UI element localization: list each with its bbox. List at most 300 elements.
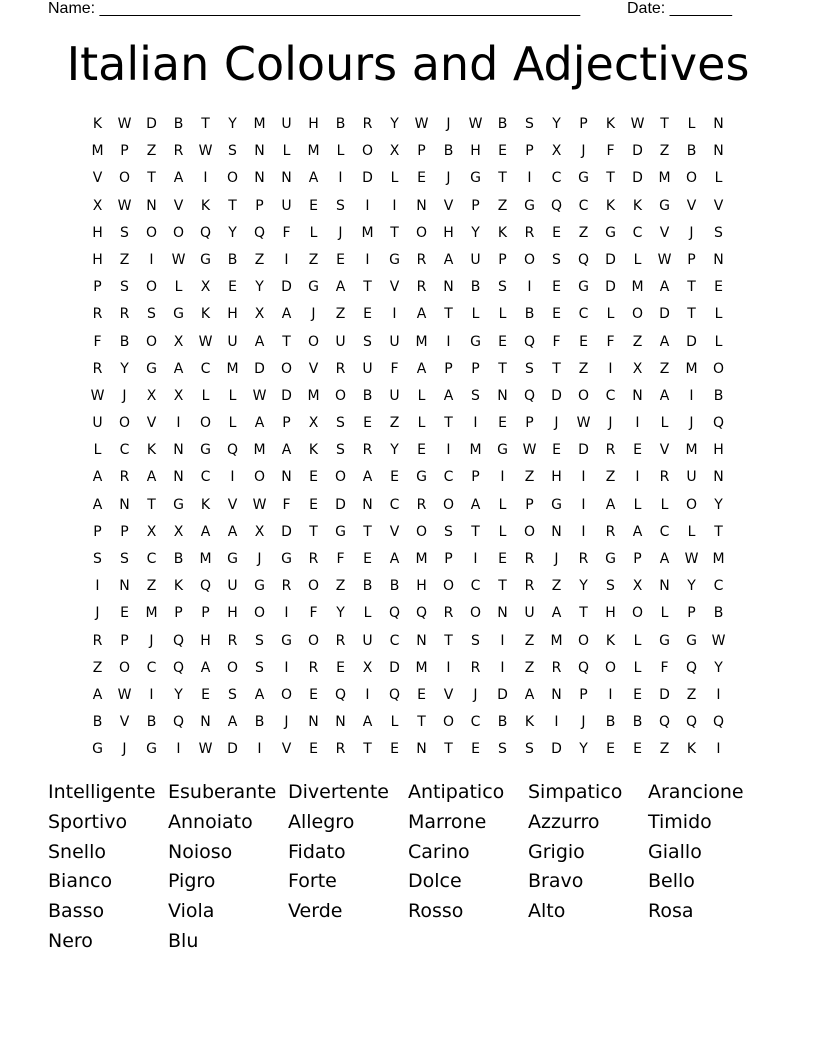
word-list-item: Rosa <box>648 900 694 923</box>
grid-letter: X <box>173 387 184 404</box>
grid-letter: G <box>470 333 481 350</box>
grid-letter: Q <box>172 714 185 731</box>
grid-letter: E <box>228 279 237 296</box>
grid-letter: R <box>92 632 103 649</box>
grid-letter: O <box>226 659 239 676</box>
grid-letter: T <box>714 523 723 540</box>
grid-letter: Z <box>659 741 670 758</box>
word-list-item: Sportivo <box>48 810 128 833</box>
grid-letter: S <box>363 333 372 350</box>
grid-letter: P <box>471 469 480 486</box>
grid-letter: E <box>633 686 642 703</box>
grid-letter: K <box>173 578 184 595</box>
grid-letter: L <box>228 415 237 432</box>
grid-letter: S <box>147 306 156 323</box>
grid-letter: U <box>335 333 346 350</box>
grid-letter: P <box>93 279 102 296</box>
grid-letter: O <box>145 279 158 296</box>
grid-letter: M <box>307 387 320 404</box>
grid-letter: K <box>308 442 319 459</box>
grid-letter: E <box>417 442 426 459</box>
word-list-item: Arancione <box>648 781 744 803</box>
grid-letter: T <box>363 279 372 296</box>
grid-letter: D <box>254 360 265 377</box>
grid-letter: X <box>362 659 373 676</box>
grid-letter: L <box>660 496 669 513</box>
grid-letter: G <box>200 251 211 268</box>
grid-letter: A <box>254 415 265 432</box>
name-field-label: Name: ______________________________________________________ <box>48 0 581 17</box>
grid-letter: H <box>551 469 562 486</box>
grid-letter: I <box>554 714 559 731</box>
grid-letter: B <box>335 116 346 132</box>
grid-letter: Z <box>335 578 346 595</box>
grid-letter: A <box>605 496 616 513</box>
grid-letter: S <box>552 251 561 268</box>
grid-letter: W <box>522 442 537 459</box>
grid-letter: L <box>498 306 507 323</box>
grid-letter: D <box>335 496 346 513</box>
grid-letter: E <box>633 442 642 459</box>
grid-letter: N <box>713 116 724 132</box>
grid-letter: L <box>417 415 426 432</box>
grid-letter: O <box>631 605 644 622</box>
grid-letter: Y <box>714 496 723 513</box>
grid-letter: V <box>443 197 454 214</box>
grid-letter: H <box>713 442 724 459</box>
grid-letter: F <box>660 659 669 676</box>
grid-letter: Y <box>228 224 237 241</box>
grid-letter: O <box>199 415 212 432</box>
grid-letter: J <box>608 415 613 432</box>
grid-letter: J <box>338 224 343 241</box>
grid-letter: W <box>171 251 186 268</box>
word-list-item: Bravo <box>528 870 584 893</box>
grid-letter: A <box>659 279 670 296</box>
grid-letter: Z <box>524 659 535 676</box>
grid-letter: A <box>92 686 103 703</box>
word-list-item: Antipatico <box>408 781 505 803</box>
grid-letter: Z <box>659 360 670 377</box>
grid-letter: Q <box>253 224 266 241</box>
grid-letter: S <box>120 279 129 296</box>
grid-letter: G <box>686 632 697 649</box>
grid-letter: T <box>471 523 480 540</box>
grid-letter: M <box>226 360 239 377</box>
grid-letter: J <box>554 551 559 567</box>
grid-letter: O <box>712 360 725 377</box>
grid-letter: E <box>714 279 723 296</box>
grid-letter: E <box>498 551 507 567</box>
grid-letter: D <box>632 143 643 160</box>
grid-letter: B <box>524 306 535 323</box>
grid-letter: M <box>253 442 266 459</box>
grid-letter: R <box>335 632 346 649</box>
grid-letter: G <box>281 632 292 649</box>
grid-letter: W <box>252 387 267 404</box>
grid-letter: G <box>227 551 238 567</box>
grid-letter: C <box>551 170 562 187</box>
grid-letter: B <box>92 714 103 731</box>
grid-letter: C <box>443 469 454 486</box>
grid-letter: A <box>659 387 670 404</box>
grid-letter: E <box>336 251 345 268</box>
grid-letter: A <box>92 469 103 486</box>
grid-letter: I <box>149 251 154 268</box>
grid-letter: G <box>146 360 157 377</box>
grid-letter: H <box>200 632 211 649</box>
grid-letter: O <box>523 523 536 540</box>
grid-letter: W <box>576 415 591 432</box>
grid-letter: I <box>95 578 100 595</box>
grid-letter: P <box>444 551 453 567</box>
grid-letter: I <box>608 686 613 703</box>
grid-letter: C <box>659 523 670 540</box>
grid-letter: Z <box>524 469 535 486</box>
grid-letter: I <box>284 659 289 676</box>
grid-letter: O <box>442 714 455 731</box>
grid-letter: B <box>497 714 508 731</box>
grid-letter: P <box>255 197 264 214</box>
grid-letter: O <box>226 170 239 187</box>
grid-letter: S <box>336 442 345 459</box>
grid-letter: J <box>689 415 694 432</box>
page-title: Italian Colours and Adjectives <box>66 37 750 91</box>
grid-letter: E <box>363 551 372 567</box>
grid-letter: S <box>336 415 345 432</box>
grid-letter: L <box>714 333 723 350</box>
grid-letter: S <box>606 578 615 595</box>
grid-letter: K <box>605 197 616 214</box>
grid-letter: T <box>660 116 669 132</box>
grid-letter: X <box>173 523 184 540</box>
grid-letter: L <box>471 306 480 323</box>
grid-letter: G <box>173 496 184 513</box>
grid-letter: G <box>659 632 670 649</box>
grid-letter: G <box>524 197 535 214</box>
grid-letter: Z <box>254 251 265 268</box>
grid-letter: A <box>443 251 454 268</box>
grid-letter: Q <box>712 415 725 432</box>
grid-letter: U <box>281 116 292 132</box>
grid-letter: J <box>554 415 559 432</box>
grid-letter: A <box>227 523 238 540</box>
grid-letter: N <box>281 469 292 486</box>
word-list-item: Bello <box>648 870 695 893</box>
grid-letter: N <box>713 251 724 268</box>
grid-letter: P <box>525 415 534 432</box>
grid-letter: Q <box>226 442 239 459</box>
grid-letter: C <box>713 578 724 595</box>
grid-letter: Z <box>659 143 670 160</box>
grid-letter: U <box>389 333 400 350</box>
date-field-label: Date: _______ <box>627 0 732 17</box>
grid-letter: M <box>658 170 671 187</box>
grid-letter: A <box>173 360 184 377</box>
grid-letter: M <box>685 442 698 459</box>
grid-letter: R <box>362 442 373 459</box>
grid-letter: L <box>498 523 507 540</box>
grid-letter: A <box>524 686 535 703</box>
grid-letter: N <box>173 442 184 459</box>
grid-letter: J <box>689 224 694 241</box>
grid-letter: L <box>714 170 723 187</box>
grid-letter: R <box>308 551 319 567</box>
grid-letter: E <box>309 741 318 758</box>
grid-letter: A <box>443 387 454 404</box>
grid-letter: U <box>524 605 535 622</box>
grid-letter: S <box>498 741 507 758</box>
grid-letter: J <box>446 170 451 187</box>
grid-letter: E <box>498 333 507 350</box>
word-list-item: Allegro <box>288 810 355 833</box>
grid-letter: B <box>362 578 373 595</box>
word-list-item: Grigio <box>528 840 585 863</box>
grid-letter: O <box>685 170 698 187</box>
grid-letter: Z <box>92 659 103 676</box>
grid-letter: D <box>146 116 157 132</box>
grid-letter: L <box>633 632 642 649</box>
grid-letter: M <box>415 333 428 350</box>
grid-letter: G <box>578 170 589 187</box>
word-list-item: Marrone <box>408 810 487 833</box>
grid-letter: O <box>280 360 293 377</box>
grid-letter: O <box>118 415 131 432</box>
grid-letter: Q <box>577 251 590 268</box>
grid-letter: G <box>335 523 346 540</box>
grid-letter: V <box>227 496 238 513</box>
grid-letter: M <box>361 224 374 241</box>
grid-letter: C <box>470 714 481 731</box>
grid-letter: U <box>389 387 400 404</box>
grid-letter: T <box>147 496 156 513</box>
grid-letter: C <box>146 551 157 567</box>
grid-letter: S <box>444 523 453 540</box>
grid-letter: N <box>308 714 319 731</box>
grid-letter: I <box>446 659 451 676</box>
grid-letter: A <box>659 333 670 350</box>
grid-letter: M <box>469 442 482 459</box>
grid-letter: E <box>120 605 129 622</box>
grid-letter: H <box>308 116 319 132</box>
grid-letter: H <box>227 306 238 323</box>
grid-letter: L <box>660 605 669 622</box>
word-list-item: Verde <box>288 900 343 923</box>
grid-letter: L <box>417 387 426 404</box>
grid-letter: C <box>470 578 481 595</box>
grid-letter: P <box>579 116 588 132</box>
grid-letter: D <box>497 686 508 703</box>
grid-letter: F <box>282 224 291 241</box>
grid-letter: X <box>254 523 265 540</box>
grid-letter: J <box>581 714 586 731</box>
grid-letter: I <box>500 469 505 486</box>
grid-letter: G <box>92 741 103 758</box>
grid-letter: X <box>146 387 157 404</box>
grid-letter: E <box>498 415 507 432</box>
grid-letter: C <box>632 224 643 241</box>
grid-letter: T <box>498 170 507 187</box>
grid-letter: P <box>525 496 534 513</box>
grid-letter: I <box>500 632 505 649</box>
grid-letter: M <box>91 143 104 160</box>
grid-letter: I <box>176 415 181 432</box>
grid-letter: Q <box>712 714 725 731</box>
grid-letter: O <box>118 659 131 676</box>
grid-letter: O <box>469 605 482 622</box>
grid-letter: O <box>415 523 428 540</box>
grid-letter: H <box>227 605 238 622</box>
grid-letter: I <box>635 415 640 432</box>
grid-letter: S <box>525 741 534 758</box>
grid-letter: P <box>174 605 183 622</box>
grid-letter: B <box>443 143 454 160</box>
grid-letter: S <box>255 632 264 649</box>
grid-letter: W <box>198 143 213 160</box>
grid-letter: M <box>415 659 428 676</box>
grid-letter: E <box>552 224 561 241</box>
grid-letter: E <box>417 170 426 187</box>
grid-letter: B <box>227 251 238 268</box>
word-list-item: Blu <box>168 929 199 952</box>
grid-letter: S <box>228 143 237 160</box>
grid-letter: W <box>117 197 132 214</box>
grid-letter: Z <box>497 197 508 214</box>
grid-letter: Y <box>174 686 183 703</box>
grid-letter: F <box>552 333 561 350</box>
grid-letter: Z <box>632 333 643 350</box>
grid-letter: X <box>632 578 643 595</box>
word-list-item: Forte <box>288 870 337 893</box>
grid-letter: U <box>362 360 373 377</box>
grid-letter: A <box>416 360 427 377</box>
grid-letter: N <box>632 387 643 404</box>
grid-letter: V <box>92 170 103 187</box>
grid-letter: O <box>145 333 158 350</box>
grid-letter: M <box>253 116 266 132</box>
grid-letter: E <box>390 741 399 758</box>
grid-letter: L <box>660 415 669 432</box>
grid-letter: N <box>254 143 265 160</box>
grid-letter: A <box>362 469 373 486</box>
grid-letter: O <box>577 632 590 649</box>
grid-letter: B <box>362 387 373 404</box>
grid-letter: S <box>93 551 102 567</box>
grid-letter: A <box>92 496 103 513</box>
grid-letter: K <box>200 306 211 323</box>
grid-letter: J <box>257 551 262 567</box>
grid-letter: T <box>363 741 372 758</box>
grid-letter: G <box>146 741 157 758</box>
grid-letter: V <box>659 224 670 241</box>
grid-letter: K <box>686 741 697 758</box>
grid-letter: X <box>92 197 103 214</box>
grid-letter: O <box>334 387 347 404</box>
grid-letter: F <box>309 605 318 622</box>
grid-letter: Z <box>308 251 319 268</box>
grid-letter: Q <box>685 659 698 676</box>
grid-letter: O <box>280 686 293 703</box>
grid-letter: S <box>120 551 129 567</box>
grid-letter: L <box>633 659 642 676</box>
grid-letter: I <box>500 659 505 676</box>
grid-letter: O <box>253 605 266 622</box>
grid-letter: I <box>365 686 370 703</box>
grid-letter: W <box>198 741 213 758</box>
grid-letter: E <box>363 306 372 323</box>
grid-letter: B <box>389 578 400 595</box>
grid-letter: L <box>687 116 696 132</box>
grid-letter: L <box>633 496 642 513</box>
grid-letter: J <box>446 116 451 132</box>
grid-letter: E <box>309 686 318 703</box>
grid-letter: D <box>281 387 292 404</box>
grid-letter: S <box>498 279 507 296</box>
grid-letter: N <box>713 143 724 160</box>
grid-letter: T <box>687 279 696 296</box>
grid-letter: X <box>173 333 184 350</box>
grid-letter: O <box>577 387 590 404</box>
grid-letter: A <box>308 170 319 187</box>
grid-letter: Y <box>120 360 129 377</box>
grid-letter: D <box>551 741 562 758</box>
grid-letter: W <box>252 496 267 513</box>
grid-letter: I <box>581 469 586 486</box>
word-list-item: Bianco <box>48 870 113 893</box>
grid-letter: N <box>200 714 211 731</box>
grid-letter: L <box>606 306 615 323</box>
grid-letter: D <box>389 659 400 676</box>
grid-letter: L <box>309 224 318 241</box>
grid-letter: T <box>201 116 210 132</box>
grid-letter: F <box>390 360 399 377</box>
grid-letter: Q <box>172 632 185 649</box>
grid-letter: T <box>228 197 237 214</box>
grid-letter: Q <box>415 605 428 622</box>
grid-letter: Y <box>336 605 345 622</box>
grid-letter: S <box>525 116 534 132</box>
grid-letter: R <box>551 659 562 676</box>
grid-letter: T <box>309 523 318 540</box>
grid-letter: I <box>176 741 181 758</box>
grid-letter: N <box>443 279 454 296</box>
grid-letter: T <box>444 415 453 432</box>
grid-letter: I <box>203 170 208 187</box>
grid-letter: U <box>281 197 292 214</box>
grid-letter: T <box>579 605 588 622</box>
grid-letter: R <box>416 496 427 513</box>
grid-letter: C <box>605 387 616 404</box>
grid-letter: A <box>659 551 670 567</box>
grid-letter: Z <box>389 415 400 432</box>
grid-letter: W <box>630 116 645 132</box>
grid-letter: O <box>145 224 158 241</box>
word-list-item: Timido <box>648 810 712 833</box>
grid-letter: V <box>659 442 670 459</box>
grid-letter: G <box>254 578 265 595</box>
grid-letter: A <box>281 442 292 459</box>
word-list-item: Annoiato <box>168 810 253 833</box>
grid-letter: K <box>632 197 643 214</box>
grid-letter: F <box>606 333 615 350</box>
grid-letter: B <box>119 333 130 350</box>
grid-letter: X <box>551 143 562 160</box>
grid-letter: A <box>632 523 643 540</box>
grid-letter: K <box>524 714 535 731</box>
grid-letter: Q <box>172 659 185 676</box>
grid-letter: Q <box>388 605 401 622</box>
grid-letter: N <box>497 387 508 404</box>
